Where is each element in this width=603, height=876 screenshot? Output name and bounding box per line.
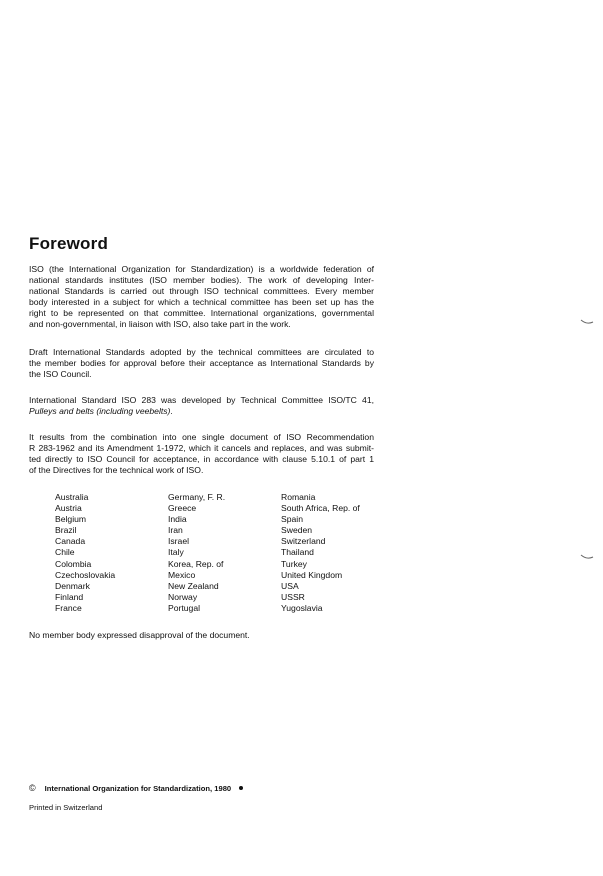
member-country: Greece	[168, 503, 197, 514]
history-paragraph	[29, 432, 374, 476]
member-country: Colombia	[55, 558, 92, 569]
member-country: Australia	[55, 492, 89, 502]
member-country: USA	[281, 580, 299, 591]
printed-in: Printed in Switzerland	[29, 803, 103, 812]
page-title: Foreword	[29, 234, 109, 253]
member-column-1	[55, 492, 115, 614]
member-country: India	[168, 514, 187, 525]
member-column-2	[168, 492, 225, 614]
closing-statement: No member body expressed disapproval of the document.	[29, 630, 250, 640]
member-country: United Kingdom	[281, 569, 343, 580]
committee-title: Pulleys and belts (including veebelts)	[29, 406, 171, 417]
member-country: Italy	[168, 547, 184, 558]
member-country: Austria	[55, 503, 82, 514]
paragraph-line: R 283-1962 and its Amendment 1-1972, which it cancels and replaces, and was submit-	[29, 443, 374, 454]
intro-paragraph	[29, 264, 374, 331]
paragraph-line: ISO (the International Organization for Standardization) is a worldwide federation of	[29, 264, 374, 274]
paragraph-line: ted directly to ISO Council for acceptance, in accordance with clause 5.10.1 of part 1	[29, 454, 374, 465]
copyright-symbol: ©	[29, 783, 36, 793]
member-country: Belgium	[55, 514, 87, 525]
member-country: Canada	[55, 536, 86, 547]
margin-hole-mark	[580, 318, 594, 326]
member-country: New Zealand	[168, 580, 219, 591]
member-country: South Africa, Rep. of	[281, 503, 360, 514]
member-country: Israel	[168, 536, 190, 547]
period: .	[170, 406, 173, 417]
margin-hole-mark	[580, 553, 594, 561]
member-country: Finland	[55, 591, 84, 602]
member-country: Germany, F. R.	[168, 492, 226, 502]
member-country: Spain	[281, 514, 303, 525]
paragraph-line: the ISO Council.	[29, 369, 92, 380]
member-country: Norway	[168, 591, 198, 602]
member-column-3	[281, 492, 360, 614]
member-country: Thailand	[281, 547, 314, 558]
paragraph-line: of the Directives for the technical work of ISO.	[29, 465, 204, 476]
draft-standards-paragraph	[29, 347, 374, 380]
copyright-text: International Organization for Standardization, 1980	[44, 783, 232, 793]
member-country: Turkey	[281, 558, 307, 569]
member-country: Brazil	[55, 525, 77, 536]
bullet-dot	[239, 786, 243, 790]
paragraph-line: right to be represented on that committee. International organizations, governmental	[29, 308, 374, 319]
member-country: Romania	[281, 492, 316, 502]
member-country: Yugoslavia	[281, 602, 323, 613]
member-country: Switzerland	[281, 536, 326, 547]
paragraph-line: International Standard ISO 283 was developed by Technical Committee ISO/TC 41,	[29, 395, 374, 405]
copyright-line	[29, 783, 243, 793]
member-country: Denmark	[55, 580, 90, 591]
member-country: Sweden	[281, 525, 313, 536]
paragraph-line	[29, 406, 374, 417]
member-country: Czechoslovakia	[55, 569, 116, 580]
member-country: Portugal	[168, 602, 201, 613]
paragraph-line: and non-governmental, in liaison with ISO, also take part in the work.	[29, 319, 291, 330]
paragraph-line: Draft International Standards adopted by the technical committees are circulated to	[29, 347, 374, 357]
member-country: Korea, Rep. of	[168, 558, 224, 569]
paragraph-line: the member bodies for approval before their acceptance as International Standards by	[29, 358, 374, 369]
member-country: France	[55, 602, 82, 613]
member-country: Iran	[168, 525, 183, 536]
paragraph-line: national standards institutes (ISO member bodies). The work of developing Inter-	[29, 275, 374, 286]
member-country: Chile	[55, 547, 75, 558]
member-country: Mexico	[168, 569, 196, 580]
paragraph-line: national Standards is carried out through ISO technical committees. Every member	[29, 286, 374, 297]
standard-origin-paragraph	[29, 395, 374, 417]
member-country: USSR	[281, 591, 305, 602]
paragraph-line: It results from the combination into one single document of ISO Recommendation	[29, 432, 374, 442]
paragraph-line: body interested in a subject for which a technical committee has been set up has the	[29, 297, 374, 308]
